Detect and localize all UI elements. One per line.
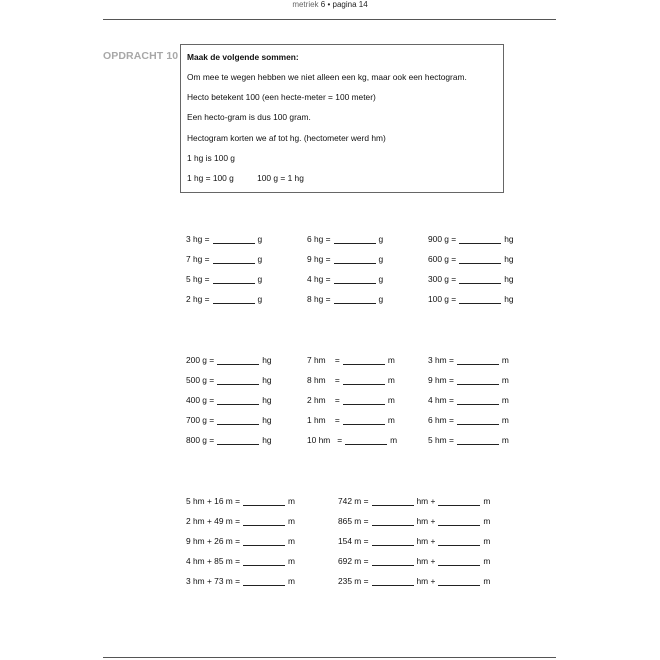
- exercise-text: 100 g =: [428, 294, 457, 304]
- exercise: [338, 496, 490, 506]
- exercise-text: 5 hg =: [186, 274, 210, 284]
- exercise-text: m: [288, 536, 295, 546]
- exercise-text: 4 hm =: [428, 395, 454, 405]
- exercise-text: 6 hm =: [428, 415, 454, 425]
- exercise-text: hm +: [416, 576, 436, 586]
- exercise: [307, 274, 383, 284]
- exercise: [186, 435, 272, 445]
- exercise-text: m: [483, 576, 491, 586]
- answer-blank[interactable]: [343, 416, 385, 425]
- exercise: [186, 294, 262, 304]
- exercise-text: 235 m =: [338, 576, 369, 586]
- exercise-text: m: [501, 375, 509, 385]
- exercise-text: 154 m =: [338, 536, 369, 546]
- exercise-text: 7 hm =: [307, 355, 340, 365]
- exercise-text: hg: [262, 435, 272, 445]
- exercise-text: hm +: [416, 496, 436, 506]
- exercise: [186, 234, 262, 244]
- answer-blank[interactable]: [243, 537, 285, 546]
- answer-blank[interactable]: [457, 356, 499, 365]
- exercise-text: m: [288, 576, 295, 586]
- exercise-text: m: [483, 536, 491, 546]
- answer-blank[interactable]: [243, 557, 285, 566]
- exercise: [307, 234, 383, 244]
- exercise: [428, 234, 514, 244]
- exercise-text: 1 hm =: [307, 415, 340, 425]
- answer-blank[interactable]: [438, 537, 480, 546]
- exercise-text: 865 m =: [338, 516, 369, 526]
- exercise: [428, 435, 509, 445]
- exercise-text: hg: [504, 294, 514, 304]
- exercise-text: 3 hg =: [186, 234, 210, 244]
- exercise-text: 8 hg =: [307, 294, 331, 304]
- exercise-text: 500 g =: [186, 375, 215, 385]
- exercise-text: m: [390, 435, 398, 445]
- instruction-box: [180, 44, 504, 193]
- instruction-line: Hecto betekent 100 (een hecte-meter = 100 meter): [187, 92, 376, 102]
- top-divider: [103, 19, 556, 20]
- exercise-text: 9 hg =: [307, 254, 331, 264]
- exercise-text: 2 hm + 49 m =: [186, 516, 240, 526]
- exercise: [428, 375, 509, 385]
- answer-blank[interactable]: [213, 295, 255, 304]
- exercise: [428, 274, 514, 284]
- header-page: pagina 14: [332, 0, 368, 9]
- exercise-text: 9 hm =: [428, 375, 454, 385]
- instruction-line: Een hecto-gram is dus 100 gram.: [187, 112, 311, 122]
- exercise: [186, 556, 295, 566]
- answer-blank[interactable]: [334, 255, 376, 264]
- answer-blank[interactable]: [213, 255, 255, 264]
- exercise-text: 10 hm =: [307, 435, 343, 445]
- exercise: [186, 536, 295, 546]
- answer-blank[interactable]: [243, 577, 285, 586]
- page-header: [0, 0, 660, 9]
- exercise-text: hg: [504, 274, 514, 284]
- exercise: [186, 355, 272, 365]
- answer-blank[interactable]: [372, 497, 414, 506]
- answer-blank[interactable]: [459, 295, 501, 304]
- answer-blank[interactable]: [372, 577, 414, 586]
- answer-blank[interactable]: [343, 376, 385, 385]
- exercise-text: g: [378, 234, 384, 244]
- answer-blank[interactable]: [217, 396, 259, 405]
- answer-blank[interactable]: [438, 517, 480, 526]
- exercise-text: hg: [262, 355, 272, 365]
- exercise: [307, 435, 397, 445]
- instruction-line: 1 hg = 100 g 100 g = 1 hg: [187, 173, 304, 183]
- answer-blank[interactable]: [457, 416, 499, 425]
- exercise: [186, 415, 272, 425]
- header-number: 6: [320, 0, 326, 9]
- answer-blank[interactable]: [243, 517, 285, 526]
- exercise-text: m: [288, 516, 295, 526]
- answer-blank[interactable]: [345, 436, 387, 445]
- answer-blank[interactable]: [372, 517, 414, 526]
- exercise-text: g: [257, 254, 263, 264]
- exercise-text: m: [483, 516, 491, 526]
- bottom-divider: [103, 657, 556, 658]
- exercise-text: 4 hg =: [307, 274, 331, 284]
- exercise-text: 8 hm =: [307, 375, 340, 385]
- exercise-text: 2 hm =: [307, 395, 340, 405]
- exercise: [428, 395, 509, 405]
- header-prefix: metriek: [292, 0, 319, 9]
- exercise-text: 300 g =: [428, 274, 457, 284]
- exercise-text: hm +: [416, 556, 436, 566]
- exercise: [338, 556, 490, 566]
- exercise-text: 400 g =: [186, 395, 215, 405]
- exercise-text: hm +: [416, 536, 436, 546]
- exercise: [307, 254, 383, 264]
- exercise-text: 200 g =: [186, 355, 215, 365]
- exercise-text: 700 g =: [186, 415, 215, 425]
- exercise-text: 900 g =: [428, 234, 457, 244]
- exercise-text: hg: [262, 395, 272, 405]
- exercise-text: m: [288, 496, 295, 506]
- exercise-text: 7 hg =: [186, 254, 210, 264]
- instruction-line: Om mee te wegen hebben we niet alleen een kg, maar ook een hectogram.: [187, 72, 467, 82]
- exercise-text: m: [387, 395, 395, 405]
- exercise-text: m: [387, 375, 395, 385]
- instruction-line: 1 hg is 100 g: [187, 153, 235, 163]
- exercise-text: m: [501, 435, 509, 445]
- answer-blank[interactable]: [438, 577, 480, 586]
- exercise: [338, 516, 490, 526]
- answer-blank[interactable]: [372, 557, 414, 566]
- exercise: [186, 395, 272, 405]
- exercise: [338, 536, 490, 546]
- exercise-text: 9 hm + 26 m =: [186, 536, 240, 546]
- answer-blank[interactable]: [334, 275, 376, 284]
- answer-blank[interactable]: [217, 436, 259, 445]
- exercise-text: m: [288, 556, 295, 566]
- exercise-text: hm +: [416, 516, 436, 526]
- answer-blank[interactable]: [243, 497, 285, 506]
- answer-blank[interactable]: [213, 275, 255, 284]
- exercise: [186, 496, 295, 506]
- exercise-text: m: [483, 496, 491, 506]
- answer-blank[interactable]: [459, 275, 501, 284]
- answer-blank[interactable]: [213, 235, 255, 244]
- answer-blank[interactable]: [457, 436, 499, 445]
- answer-blank[interactable]: [217, 416, 259, 425]
- exercise-text: hg: [504, 234, 514, 244]
- answer-blank[interactable]: [334, 235, 376, 244]
- exercise: [428, 355, 509, 365]
- answer-blank[interactable]: [459, 255, 501, 264]
- answer-blank[interactable]: [459, 235, 501, 244]
- exercise-text: g: [378, 274, 384, 284]
- exercise: [186, 516, 295, 526]
- exercise: [428, 415, 509, 425]
- instruction-title: Maak de volgende sommen:: [187, 52, 299, 62]
- exercise-text: 800 g =: [186, 435, 215, 445]
- exercise-text: m: [501, 395, 509, 405]
- exercise: [428, 294, 514, 304]
- answer-blank[interactable]: [343, 396, 385, 405]
- exercise-text: m: [501, 355, 509, 365]
- exercise-text: m: [483, 556, 491, 566]
- exercise-text: 3 hm =: [428, 355, 454, 365]
- exercise: [307, 395, 395, 405]
- exercise-text: 692 m =: [338, 556, 369, 566]
- exercise-text: 3 hm + 73 m =: [186, 576, 240, 586]
- exercise-text: 5 hm + 16 m =: [186, 496, 240, 506]
- answer-blank[interactable]: [457, 376, 499, 385]
- exercise-text: 4 hm + 85 m =: [186, 556, 240, 566]
- exercise-text: g: [378, 294, 384, 304]
- exercise: [186, 375, 272, 385]
- exercise: [338, 576, 490, 586]
- exercise-text: m: [501, 415, 509, 425]
- exercise: [307, 294, 383, 304]
- exercise: [186, 274, 262, 284]
- exercise: [307, 375, 395, 385]
- exercise: [307, 415, 395, 425]
- exercise: [186, 254, 262, 264]
- answer-blank[interactable]: [334, 295, 376, 304]
- exercise-text: m: [387, 355, 395, 365]
- answer-blank[interactable]: [438, 557, 480, 566]
- header-bullet: •: [327, 0, 331, 9]
- exercise-text: 5 hm =: [428, 435, 454, 445]
- answer-blank[interactable]: [217, 356, 259, 365]
- exercise-text: m: [387, 415, 395, 425]
- exercise: [428, 254, 514, 264]
- exercise: [186, 576, 295, 586]
- exercise: [307, 355, 395, 365]
- instruction-line: Hectogram korten we af tot hg. (hectometer werd hm): [187, 133, 386, 143]
- exercise-text: hg: [262, 375, 272, 385]
- exercise-text: 600 g =: [428, 254, 457, 264]
- exercise-text: hg: [504, 254, 514, 264]
- answer-blank[interactable]: [372, 537, 414, 546]
- exercise-text: g: [257, 274, 263, 284]
- exercise-text: 2 hg =: [186, 294, 210, 304]
- exercise-text: g: [378, 254, 384, 264]
- answer-blank[interactable]: [438, 497, 480, 506]
- answer-blank[interactable]: [457, 396, 499, 405]
- answer-blank[interactable]: [217, 376, 259, 385]
- exercise-text: g: [257, 234, 263, 244]
- exercise-text: 742 m =: [338, 496, 369, 506]
- exercise-text: g: [257, 294, 263, 304]
- exercise-text: 6 hg =: [307, 234, 331, 244]
- assignment-label: OPDRACHT 10: [103, 50, 179, 62]
- exercise-text: hg: [262, 415, 272, 425]
- answer-blank[interactable]: [343, 356, 385, 365]
